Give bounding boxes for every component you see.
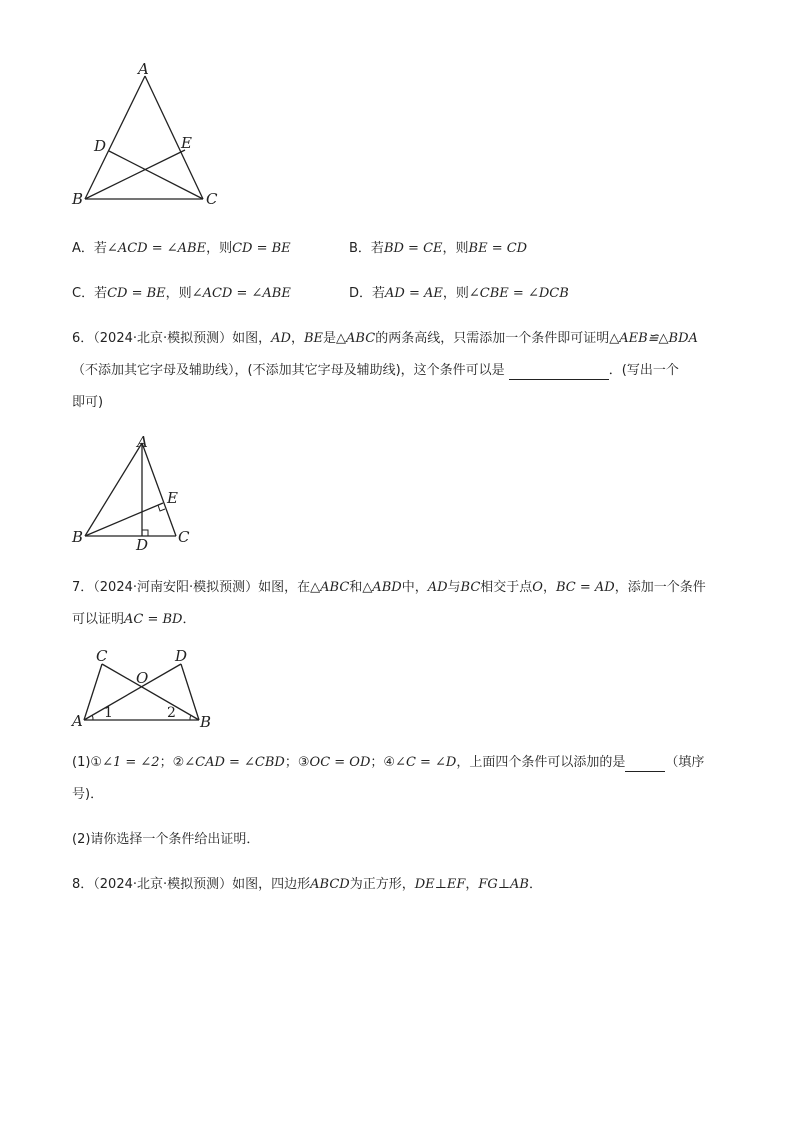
label-b: B	[200, 713, 212, 731]
segment-dc	[109, 151, 203, 199]
label-d: D	[94, 137, 107, 155]
angle-arc-2	[190, 715, 191, 720]
option-b: B．若BD = CE，则BE = CD	[349, 241, 528, 256]
figure-2-altitudes	[60, 430, 210, 555]
label-c: C	[96, 647, 108, 665]
altitude-be	[85, 503, 163, 536]
label-e: E	[167, 489, 178, 507]
side-ab	[85, 443, 142, 536]
figure-1-triangle	[60, 55, 230, 215]
question-7-sub-1-line-1: (1)①∠1 = ∠2；②∠CAD = ∠CBD；③OC = OD；④∠C = ∠D，上面四个条件可以添加的是 （填序	[72, 755, 705, 770]
segment-bc	[102, 664, 199, 720]
label-d: D	[136, 536, 149, 554]
label-b: B	[72, 190, 84, 208]
label-e: E	[181, 134, 192, 152]
question-6-line-3: 即可)	[72, 395, 104, 410]
label-a: A	[138, 60, 149, 78]
answer-blank-q6[interactable]	[509, 365, 609, 380]
label-c: C	[178, 528, 190, 546]
label-a: A	[72, 712, 83, 730]
side-ac	[145, 76, 203, 199]
label-angle-1: 1	[104, 705, 113, 721]
figure-3-crossing-triangles	[60, 645, 220, 735]
label-b: B	[72, 528, 84, 546]
label-o: O	[136, 669, 149, 687]
question-6-line-2: （不添加其它字母及辅助线），(不添加其它字母及辅助线)，这个条件可以是 ．(写出一个	[72, 363, 679, 378]
question-7-sub-1-line-2: 号)．	[72, 787, 104, 802]
question-7-sub-2: (2)请你选择一个条件给出证明．	[72, 832, 260, 847]
label-c: C	[206, 190, 218, 208]
question-8-line-1: 8．（2024·北京·模拟预测）如图，四边形ABCD为正方形，DE⊥EF，FG⊥AB．	[72, 877, 542, 892]
question-7-line-2: 可以证明AC = BD．	[72, 612, 196, 627]
label-a: A	[137, 433, 148, 451]
label-angle-2: 2	[167, 705, 176, 721]
angle-arc-1	[92, 715, 93, 720]
question-7-line-1: 7．（2024·河南安阳·模拟预测）如图，在△ABC和△ABD中，AD与BC相交于点O，BC = AD，添加一个条件	[72, 580, 706, 595]
option-d: D．若AD = AE，则∠CBE = ∠DCB	[349, 286, 569, 301]
option-c: C．若CD = BE，则∠ACD = ∠ABE	[72, 286, 291, 301]
segment-be	[85, 150, 185, 199]
option-a: A．若∠ACD = ∠ABE，则CD = BE	[72, 241, 291, 256]
right-angle-mark-e	[158, 505, 165, 511]
answer-blank-q7-1[interactable]	[625, 757, 665, 772]
question-6-line-1: 6．（2024·北京·模拟预测）如图，AD，BE是△ABC的两条高线，只需添加一个条件即可证明△AEB≌△BDA	[72, 331, 698, 346]
label-d: D	[175, 647, 188, 665]
